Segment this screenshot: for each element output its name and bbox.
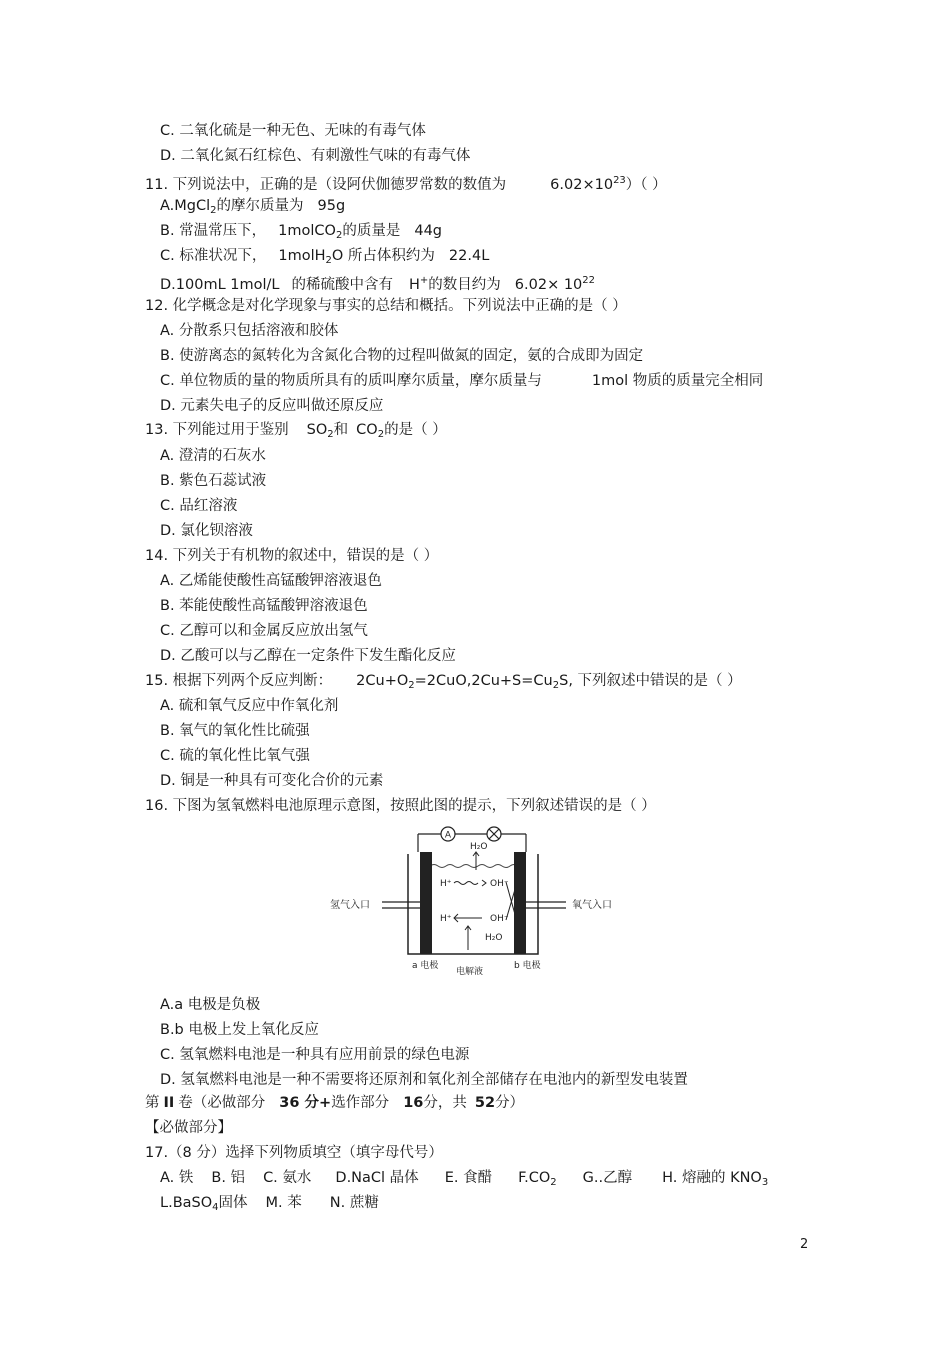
q15-stem: 15. 根据下列两个反应判断： $2Cu+O_2=2CuO,2Cu+S=Cu_2S$, 下列叙述中错误的是（ ） <box>145 673 742 691</box>
electrode-a <box>420 852 432 954</box>
electrolyte-label: 电解液 <box>456 967 484 977</box>
q16-option-b: B.b 电极上发上氧化反应 <box>160 1022 319 1038</box>
q12-option-c: C. 单位物质的量的物质所具有的质叫摩尔质量，摩尔质量与 1mol 物质的质量完全相同 <box>160 373 764 389</box>
oh-minus-label-1: OH⁻ <box>490 879 509 889</box>
oxygen-inlet-label: 氧气入口 <box>572 900 612 911</box>
q16-option-d: D. 氢氧燃料电池是一种不需要将还原剂和氧化剂全部储存在电池内的新型发电装置 <box>160 1072 688 1088</box>
water-top-label: H₂O <box>470 842 488 852</box>
water-bottom-label: H₂O <box>485 933 503 943</box>
q13-stem: 13. 下列能过用于鉴别 $SO_2$和 $CO_2$的是（ ） <box>145 422 447 440</box>
q11-option-b: B. 常温常压下， 1molCO$_2$的质量是 44g <box>160 223 442 241</box>
q11-option-c: C. 标准状况下， 1molH$_2$O 所占体积约为 22.4L <box>160 248 490 266</box>
q14-option-a: A. 乙烯能使酸性高锰酸钾溶液退色 <box>160 573 382 589</box>
q17-stem: 17.（8 分）选择下列物质填空（填字母代号） <box>145 1145 443 1161</box>
q15-option-b: B. 氧气的氧化性比硫强 <box>160 723 310 739</box>
q13-option-a: A. 澄清的石灰水 <box>160 448 266 464</box>
q12-stem: 12. 化学概念是对化学现象与事实的总结和概括。下列说法中正确的是（ ） <box>145 298 627 314</box>
q12-option-a: A. 分散系只包括溶液和胶体 <box>160 323 339 339</box>
electrolyte-surface <box>430 865 518 868</box>
q15-option-d: D. 铜是一种具有可变化合价的元素 <box>160 773 384 789</box>
q10-option-d: D. 二氧化氮石红棕色、有刺激性气味的有毒气体 <box>160 148 471 164</box>
h-plus-label-2: H⁺ <box>440 914 452 924</box>
q17-options-row-2: L.BaSO$_4$固体 M. 苯 N. 蔗糖 <box>160 1195 379 1213</box>
fuel-cell-diagram <box>330 822 630 982</box>
section2-title: 第 II 卷（必做部分 36 分+选作部分 16分，共 52分） <box>145 1095 525 1111</box>
q14-option-c: C. 乙醇可以和金属反应放出氢气 <box>160 623 368 639</box>
q11-option-d: D.100mL 1mol/L 的稀硫酸中含有 H+的数目约为 $6.02\times 10^{22}$ <box>160 275 596 293</box>
q13-option-c: C. 品红溶液 <box>160 498 238 514</box>
hydrogen-inlet-label: 氢气入口 <box>330 900 370 911</box>
q11-option-a: A.MgCl$_2$的摩尔质量为 95g <box>160 198 346 216</box>
section2-required-heading: 【必做部分】 <box>145 1120 232 1136</box>
oh-minus-label-2: OH⁻ <box>490 914 509 924</box>
page-number: 2 <box>800 1237 809 1252</box>
q14-stem: 14. 下列关于有机物的叙述中，错误的是（ ） <box>145 548 439 564</box>
q14-option-b: B. 苯能使酸性高锰酸钾溶液退色 <box>160 598 368 614</box>
q15-option-a: A. 硫和氧气反应中作氧化剂 <box>160 698 339 714</box>
electrode-b <box>514 852 526 954</box>
q16-stem: 16. 下图为氢氧燃料电池原理示意图，按照此图的提示，下列叙述错误的是（ ） <box>145 798 656 814</box>
q12-option-d: D. 元素失电子的反应叫做还原反应 <box>160 398 384 414</box>
h-plus-label-1: H⁺ <box>440 879 452 889</box>
q12-option-b: B. 使游离态的氮转化为含氮化合物的过程叫做氮的固定，氨的合成即为固定 <box>160 348 644 364</box>
q11-stem: 11. 下列说法中，正确的是（设阿伏伽德罗常数的数值为 $6.02\times 10^{23}$）（ ） <box>145 175 667 193</box>
electrode-b-label: b 电极 <box>514 961 541 971</box>
q13-option-d: D. 氯化钡溶液 <box>160 523 253 539</box>
q17-options-row-1: A. 铁 B. 铝 C. 氨水 D.NaCl 晶体 E. 食醋 $F.CO_2$ G..乙醇 H. 熔融的 $KNO_3$ <box>160 1170 769 1188</box>
q16-option-a: A.a 电极是负极 <box>160 997 261 1013</box>
q16-option-c: C. 氢氧燃料电池是一种具有应用前景的绿色电源 <box>160 1047 470 1063</box>
lamp-icon <box>487 827 501 841</box>
q10-option-c: C. 二氧化硫是一种无色、无味的有毒气体 <box>160 123 426 139</box>
ion-wave-arrow <box>454 882 478 885</box>
q14-option-d: D. 乙酸可以与乙醇在一定条件下发生酯化反应 <box>160 648 456 664</box>
electrode-a-label: a 电极 <box>412 961 439 971</box>
q15-option-c: C. 硫的氧化性比氧气强 <box>160 748 310 764</box>
q13-option-b: B. 紫色石蕊试液 <box>160 473 267 489</box>
ammeter-label: A <box>444 830 452 841</box>
